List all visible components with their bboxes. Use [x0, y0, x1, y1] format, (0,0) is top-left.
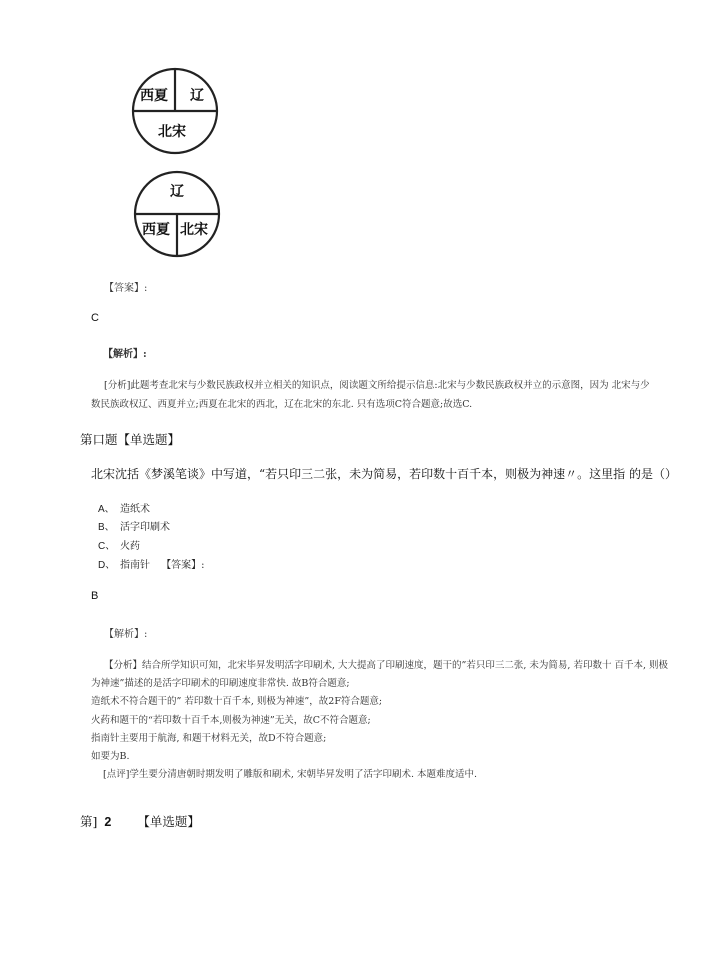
q2-option-c — [98, 537, 140, 552]
q2-analysis-line-6: 如要为B. — [91, 751, 130, 762]
q3-heading-prefix: 第] — [80, 814, 98, 829]
q3-heading — [80, 812, 200, 830]
q2-option-d — [98, 556, 205, 571]
diagram1-label-liao: 辽 — [190, 88, 204, 104]
q2-option-a — [98, 500, 150, 515]
q2-analysis-line-5: 指南针主要用于航海, 和题干材料无关，故D不符合题意; — [91, 733, 327, 744]
map-diagram-1 — [128, 66, 224, 156]
q2-analysis-line-3: 造纸术不符合题干的” 若印数十百千本, 则极为神速”，故2F符合题意; — [91, 696, 383, 707]
q2-analysis-label: 【解析】: — [104, 629, 148, 640]
q2-heading: 第口题【单选题】 — [80, 432, 181, 447]
q1-analysis-line-2: 数民族政权辽、西夏并立;西夏在北宋的西北，辽在北宋的东北. 只有选项C符合题意;故选C. — [91, 399, 473, 410]
option-text: 造纸术 — [120, 504, 150, 515]
q1-answer: C — [91, 312, 99, 324]
diagram1-label-xixia: 西夏 — [140, 88, 168, 104]
option-label: B、 — [98, 522, 115, 533]
option-label: A、 — [98, 504, 115, 515]
option-text: 火药 — [120, 541, 140, 552]
q2-analysis-line-1: 【分析】结合所学知识可知，北宋毕昇发明活字印刷术, 大大提高了印刷速度，题干的”若只印三二张, 未为简易, 若印数十 百千本, 则极 — [104, 660, 669, 671]
diagram2-label-liao: 辽 — [170, 184, 184, 200]
q2-answer-label: 【答案】: — [161, 560, 205, 571]
q2-option-b — [98, 518, 170, 533]
option-label: C、 — [98, 541, 116, 552]
q2-stem: 北宋沈括《梦溪笔谈》中写道，“若只印三二张，未为简易，若印数十百千本，则极为神速〃。这里指 的是（） — [91, 467, 677, 481]
q1-analysis-label: 【解析】: — [103, 349, 147, 360]
q1-answer-label: 【答案】: — [104, 283, 148, 294]
diagram2-label-xixia: 西夏 — [142, 222, 170, 238]
diagram2-label-beisong: 北宋 — [180, 222, 208, 238]
option-text: 指南针 — [120, 560, 150, 571]
q2-answer: B — [91, 590, 99, 602]
map-diagram-2 — [130, 168, 226, 260]
q2-analysis-line-2: 为神速”描述的是活字印刷术的印刷速度非常快. 故B符合题意; — [91, 678, 350, 689]
q3-heading-type: 【单选题】 — [137, 814, 200, 829]
diagram1-label-beisong: 北宋 — [158, 124, 186, 140]
option-label: D、 — [98, 560, 116, 571]
option-text: 活字印刷术 — [120, 522, 170, 533]
q1-analysis-line-1: [分析]此题考查北宋与少数民族政权并立相关的知识点，阅读题文所给提示信息:北宋与少数民族政权并立的示意图，因为 北宋与少 — [104, 380, 650, 391]
q2-analysis-line-7: [点评]学生要分清唐朝时期发明了雕版和刷术, 宋朝毕昇发明了活字印刷术. 本题难度适中. — [103, 769, 478, 780]
q3-heading-number: 2 — [104, 815, 112, 829]
q2-analysis-line-4: 火药和题干的“若印数十百千本,则极为神速”无关，故C不符合题意; — [91, 715, 371, 726]
